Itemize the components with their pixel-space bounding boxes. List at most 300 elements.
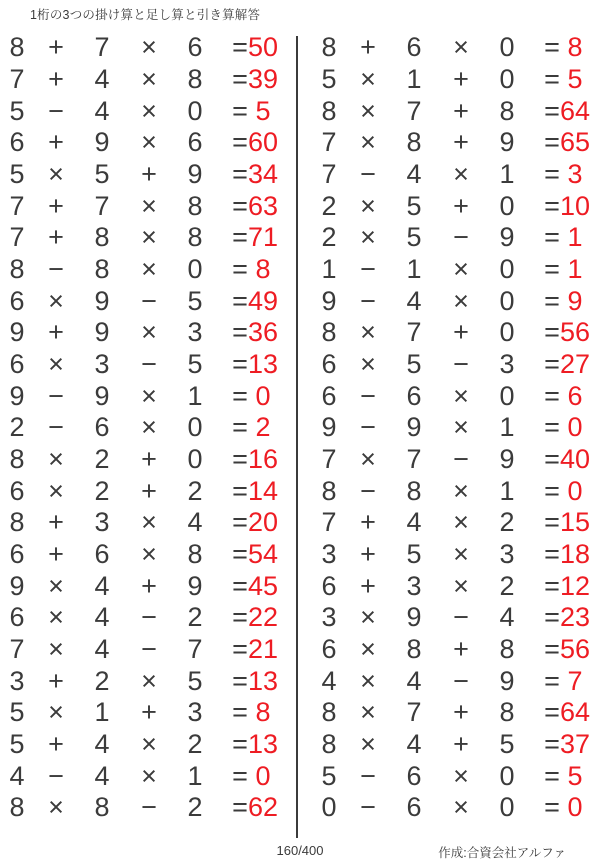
operand-2: 1 [406,254,422,285]
operand-2: 6 [406,760,422,791]
operand-1: 7 [9,64,25,94]
equals-sign: = [232,317,248,348]
operand-2: 8 [406,127,422,158]
operator-2: × [141,95,157,126]
operand-2: 1 [94,697,110,728]
equation-row [312,222,600,254]
operand-3: 5 [187,349,203,380]
operator-1: − [360,760,376,791]
equation-row [312,254,600,286]
answer: 37 [559,729,591,760]
equals-sign: = [544,254,560,285]
operand-2: 8 [94,254,110,285]
operator-2: × [141,127,157,158]
equation-row [312,32,600,64]
answer: 5 [255,95,271,126]
operand-2: 7 [94,32,110,63]
equation-row [312,412,600,444]
equation-row [0,665,296,697]
operator-2: × [141,254,157,285]
operator-1: × [360,602,376,633]
equation-row [0,254,296,286]
equals-sign: = [232,792,248,823]
operator-2: + [141,697,157,728]
operand-1: 9 [321,412,337,443]
equation-row [312,95,600,127]
operand-3: 2 [187,729,203,760]
operand-1: 6 [9,349,25,380]
operator-1: × [360,634,376,665]
answer: 71 [247,222,279,253]
equals-sign: = [544,729,560,760]
operand-2: 4 [94,729,110,760]
answer: 13 [247,349,279,380]
equals-sign: = [544,539,560,570]
operand-1: 6 [9,602,25,633]
operand-3: 1 [499,412,515,443]
operator-2: + [453,697,469,728]
equation-row [312,570,600,602]
operand-1: 4 [9,760,25,791]
equation-row [312,349,600,381]
operator-2: + [141,444,157,475]
answer: 10 [559,190,591,221]
answer: 62 [247,792,279,823]
equation-row [0,95,296,127]
equals-sign: = [232,285,248,316]
equation-row [0,32,296,64]
operand-3: 2 [187,792,203,823]
answer: 13 [247,665,279,696]
equation-row [312,317,600,349]
operand-3: 8 [187,222,203,253]
operand-2: 4 [94,64,110,94]
operand-2: 4 [406,159,422,190]
equation-row [0,285,296,317]
equals-sign: = [232,412,248,443]
operand-2: 4 [94,634,110,665]
operand-2: 4 [94,602,110,633]
operator-2: × [453,285,469,316]
operator-1: − [360,380,376,411]
answer: 8 [255,254,271,285]
operand-3: 9 [499,444,515,475]
operand-1: 7 [321,444,337,475]
answer: 0 [567,792,583,823]
equals-sign: = [544,665,560,696]
operator-2: × [141,412,157,443]
equation-row [312,64,600,96]
equals-sign: = [544,32,560,63]
equation-row [312,665,600,697]
operand-2: 5 [94,159,110,190]
operator-1: × [360,444,376,475]
operand-3: 9 [187,159,203,190]
operand-2: 5 [406,190,422,221]
operand-1: 9 [9,570,25,601]
operator-2: × [453,570,469,601]
answer: 40 [559,444,591,475]
equals-sign: = [544,222,560,253]
equals-sign: = [232,380,248,411]
equation-row [0,792,296,824]
equals-sign: = [544,127,560,158]
equals-sign: = [544,64,560,94]
operator-1: × [48,444,64,475]
equation-row [312,792,600,824]
answer: 8 [567,32,583,63]
operator-2: × [453,507,469,538]
operator-2: + [453,634,469,665]
operator-2: × [453,539,469,570]
operator-1: + [48,222,64,253]
operand-2: 8 [94,792,110,823]
operator-1: × [360,222,376,253]
answer: 49 [247,285,279,316]
operator-1: × [360,127,376,158]
equation-row [0,317,296,349]
operator-2: × [141,190,157,221]
operand-2: 7 [406,697,422,728]
operator-2: × [453,254,469,285]
operator-1: × [48,570,64,601]
answer: 7 [567,665,583,696]
operator-1: + [48,127,64,158]
operand-2: 7 [94,190,110,221]
operand-3: 8 [187,539,203,570]
equation-row [0,349,296,381]
answer: 64 [559,95,591,126]
operator-2: × [453,32,469,63]
equation-row [0,570,296,602]
operand-3: 9 [499,127,515,158]
operator-1: + [48,64,64,94]
operand-2: 9 [94,317,110,348]
operand-1: 6 [321,570,337,601]
answer: 3 [567,159,583,190]
operand-3: 8 [499,634,515,665]
equation-row [0,760,296,792]
equation-row [0,127,296,159]
operator-2: × [141,507,157,538]
operand-1: 7 [9,634,25,665]
problems-column-left [0,32,296,824]
equals-sign: = [232,222,248,253]
answer: 34 [247,159,279,190]
operand-3: 8 [187,190,203,221]
operator-1: + [360,507,376,538]
equation-row [0,190,296,222]
operand-3: 6 [187,32,203,63]
operator-1: × [360,190,376,221]
operand-3: 0 [499,254,515,285]
equals-sign: = [232,159,248,190]
equals-sign: = [232,64,248,94]
operator-2: × [453,760,469,791]
operand-2: 8 [406,475,422,506]
equals-sign: = [544,697,560,728]
answer: 5 [567,760,583,791]
operator-1: + [360,32,376,63]
operand-1: 7 [9,190,25,221]
answer: 18 [559,539,591,570]
equation-row [312,539,600,571]
operator-1: − [48,760,64,791]
operand-2: 4 [406,285,422,316]
equals-sign: = [232,32,248,63]
operand-1: 5 [321,64,337,94]
operand-1: 7 [321,159,337,190]
operand-2: 6 [94,539,110,570]
operand-2: 8 [94,222,110,253]
equals-sign: = [544,380,560,411]
operand-2: 3 [406,570,422,601]
operand-1: 8 [9,254,25,285]
answer: 0 [255,760,271,791]
operand-3: 4 [499,602,515,633]
equation-row [312,602,600,634]
answer: 13 [247,729,279,760]
equation-row [312,697,600,729]
operator-2: × [453,412,469,443]
operand-2: 2 [94,444,110,475]
operand-2: 7 [406,95,422,126]
answer: 27 [559,349,591,380]
operand-2: 4 [94,760,110,791]
operand-2: 6 [94,412,110,443]
answer: 36 [247,317,279,348]
operand-2: 4 [406,729,422,760]
operand-3: 9 [499,665,515,696]
equals-sign: = [544,602,560,633]
operator-1: × [360,349,376,380]
equals-sign: = [544,412,560,443]
operand-1: 5 [9,95,25,126]
operand-2: 3 [94,507,110,538]
equals-sign: = [544,159,560,190]
operator-1: + [360,539,376,570]
operand-3: 3 [187,697,203,728]
operator-2: + [453,190,469,221]
operand-3: 0 [499,32,515,63]
operator-1: + [48,665,64,696]
operand-1: 3 [321,602,337,633]
equals-sign: = [232,602,248,633]
equation-row [312,634,600,666]
operator-1: × [360,64,376,94]
answer: 1 [567,254,583,285]
equation-row [312,475,600,507]
equals-sign: = [232,634,248,665]
equals-sign: = [544,507,560,538]
equals-sign: = [232,760,248,791]
operator-1: + [360,570,376,601]
operand-1: 2 [321,190,337,221]
operand-2: 2 [94,665,110,696]
operator-2: − [453,222,469,253]
operator-2: − [141,602,157,633]
operator-1: + [48,32,64,63]
operator-2: + [141,159,157,190]
operator-2: + [141,475,157,506]
operand-1: 8 [321,475,337,506]
operand-1: 6 [9,285,25,316]
operator-1: − [360,792,376,823]
operand-2: 4 [406,507,422,538]
equals-sign: = [544,760,560,791]
operand-2: 9 [406,412,422,443]
operand-3: 8 [499,95,515,126]
operator-2: − [453,665,469,696]
operand-3: 2 [499,507,515,538]
operand-1: 7 [321,127,337,158]
answer: 0 [567,475,583,506]
equals-sign: = [232,729,248,760]
equation-row [312,127,600,159]
operator-2: × [141,380,157,411]
operator-2: + [453,127,469,158]
operand-3: 0 [187,95,203,126]
operand-3: 0 [499,380,515,411]
operator-2: × [453,475,469,506]
operand-1: 8 [9,32,25,63]
operand-3: 1 [499,475,515,506]
problems-column-right [312,32,600,824]
operand-1: 8 [321,697,337,728]
operator-1: + [48,317,64,348]
operand-3: 3 [499,539,515,570]
operand-2: 9 [94,285,110,316]
answer: 9 [567,285,583,316]
answer: 1 [567,222,583,253]
operand-1: 6 [321,349,337,380]
equals-sign: = [232,349,248,380]
operator-2: × [141,729,157,760]
answer: 23 [559,602,591,633]
operator-1: − [360,285,376,316]
answer: 5 [567,64,583,94]
operand-1: 5 [9,159,25,190]
operator-1: × [48,792,64,823]
operator-1: × [48,475,64,506]
equation-row [0,159,296,191]
operand-1: 6 [321,380,337,411]
operator-1: × [360,317,376,348]
equals-sign: = [544,190,560,221]
equals-sign: = [544,570,560,601]
equals-sign: = [544,792,560,823]
operand-2: 6 [406,792,422,823]
operator-2: × [141,222,157,253]
answer: 22 [247,602,279,633]
answer: 65 [559,127,591,158]
equation-row [0,602,296,634]
operator-2: × [453,380,469,411]
operand-3: 0 [499,285,515,316]
equation-row [312,380,600,412]
operand-2: 5 [406,539,422,570]
equation-row [0,222,296,254]
operator-2: − [141,634,157,665]
operand-2: 4 [94,95,110,126]
operator-1: − [48,380,64,411]
operand-1: 6 [9,127,25,158]
equals-sign: = [232,697,248,728]
equals-sign: = [544,475,560,506]
operator-2: − [141,285,157,316]
operator-1: + [48,190,64,221]
operand-3: 0 [187,412,203,443]
equals-sign: = [232,539,248,570]
column-divider [296,36,298,838]
operand-3: 0 [187,254,203,285]
equals-sign: = [232,507,248,538]
operand-1: 8 [9,792,25,823]
operator-1: − [48,254,64,285]
operand-2: 4 [94,570,110,601]
equals-sign: = [544,349,560,380]
answer: 63 [247,190,279,221]
operator-1: − [360,159,376,190]
operator-2: − [453,602,469,633]
operator-1: + [48,539,64,570]
answer: 21 [247,634,279,665]
operator-2: × [453,792,469,823]
operand-1: 8 [9,507,25,538]
equation-row [0,507,296,539]
answer: 56 [559,634,591,665]
operand-1: 9 [321,285,337,316]
operand-3: 0 [499,760,515,791]
answer: 0 [567,412,583,443]
operand-3: 2 [187,602,203,633]
operand-2: 2 [94,475,110,506]
operand-3: 9 [499,222,515,253]
operand-2: 6 [406,32,422,63]
equation-row [312,507,600,539]
operator-2: × [141,64,157,94]
operator-1: − [48,95,64,126]
operator-1: − [48,412,64,443]
answer: 20 [247,507,279,538]
operator-2: + [141,570,157,601]
operand-2: 9 [94,127,110,158]
operand-2: 7 [406,444,422,475]
operand-3: 2 [499,570,515,601]
operator-2: − [141,792,157,823]
answer: 14 [247,475,279,506]
operand-3: 1 [499,159,515,190]
operator-1: + [48,507,64,538]
operand-1: 8 [321,95,337,126]
answer: 56 [559,317,591,348]
operator-2: − [453,444,469,475]
equation-row [0,539,296,571]
operand-3: 0 [187,444,203,475]
answer: 39 [247,64,279,94]
operand-2: 9 [406,602,422,633]
operand-1: 0 [321,792,337,823]
operand-1: 7 [321,507,337,538]
operator-1: × [48,602,64,633]
operand-3: 8 [499,697,515,728]
operand-3: 5 [187,665,203,696]
answer: 64 [559,697,591,728]
operand-3: 0 [499,190,515,221]
equation-row [0,444,296,476]
operator-1: × [360,729,376,760]
operand-2: 6 [406,380,422,411]
